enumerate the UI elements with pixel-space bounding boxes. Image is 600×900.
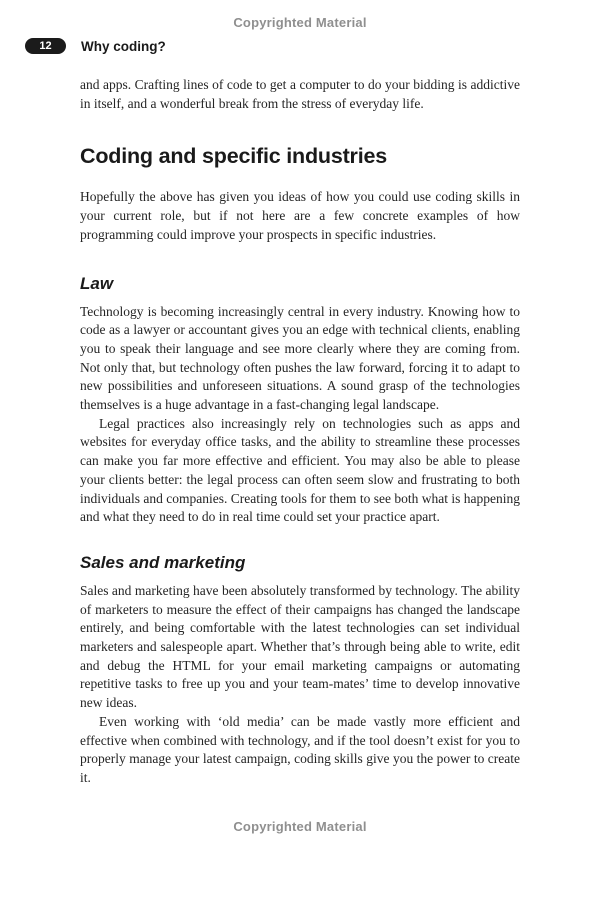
subsection-title-sales-marketing: Sales and marketing — [80, 552, 246, 572]
running-header-title: Why coding? — [81, 38, 166, 54]
law-paragraph-2: Legal practices also increasingly rely on technologies such as apps and websites for everyday office tasks, and the ability to streamline these processes can make you far more effective and efficient. You may also be able to please your clients better: the legal process can often seem slow and frustrating to both individuals and companies. Creating tools for them to see both what is happening and what they need to do in real time could set your practice apart. — [80, 415, 520, 525]
page-content — [80, 76, 520, 788]
sales-paragraph-1: Sales and marketing have been absolutely transformed by technology. The ability of marketers to measure the effect of their campaigns has changed the landscape entirely, and being comfortable with the latest technologies can set individual marketers and salespeople apart. Whether that’s through being able to write, edit and debug the HTML for your email marketing campaigns or automating repetitive tasks to free up you and your team-mates’ time to develop innovative new ideas. — [80, 582, 520, 711]
sales-paragraph-2: Even working with ‘old media’ can be made vastly more efficient and effective when combined with technology, and if the tool doesn’t exist for you to properly manage your latest campaign, coding skills give you the power to create it. — [80, 713, 520, 785]
section-intro-paragraph: Hopefully the above has given you ideas of how you could use coding skills in your current role, but if not here are a few concrete examples of how programming could improve your prospects in specific industries. — [80, 189, 520, 242]
page-number-badge: 12 — [25, 38, 66, 54]
law-paragraph-1: Technology is becoming increasingly central in every industry. Knowing how to code as a lawyer or accountant gives you an edge with technical clients, enabling you to speak their language and see more clearly where they are coming from. Not only that, but technology often pushes the law forward, forcing it to adapt to new possibilities and unforeseen situations. A sound grasp of the technologies themselves is a huge advantage in a fast-changing legal landscape. — [80, 303, 520, 413]
copyright-notice-bottom: Copyrighted Material — [233, 818, 367, 834]
running-header-row — [0, 38, 600, 54]
intro-paragraph: and apps. Crafting lines of code to get a computer to do your bidding is addictive in itself, and a wonderful break from the stress of everyday life. — [80, 77, 520, 111]
copyright-notice-top: Copyrighted Material — [233, 15, 367, 30]
subsection-title-law: Law — [80, 273, 114, 293]
section-title: Coding and specific industries — [80, 144, 387, 169]
